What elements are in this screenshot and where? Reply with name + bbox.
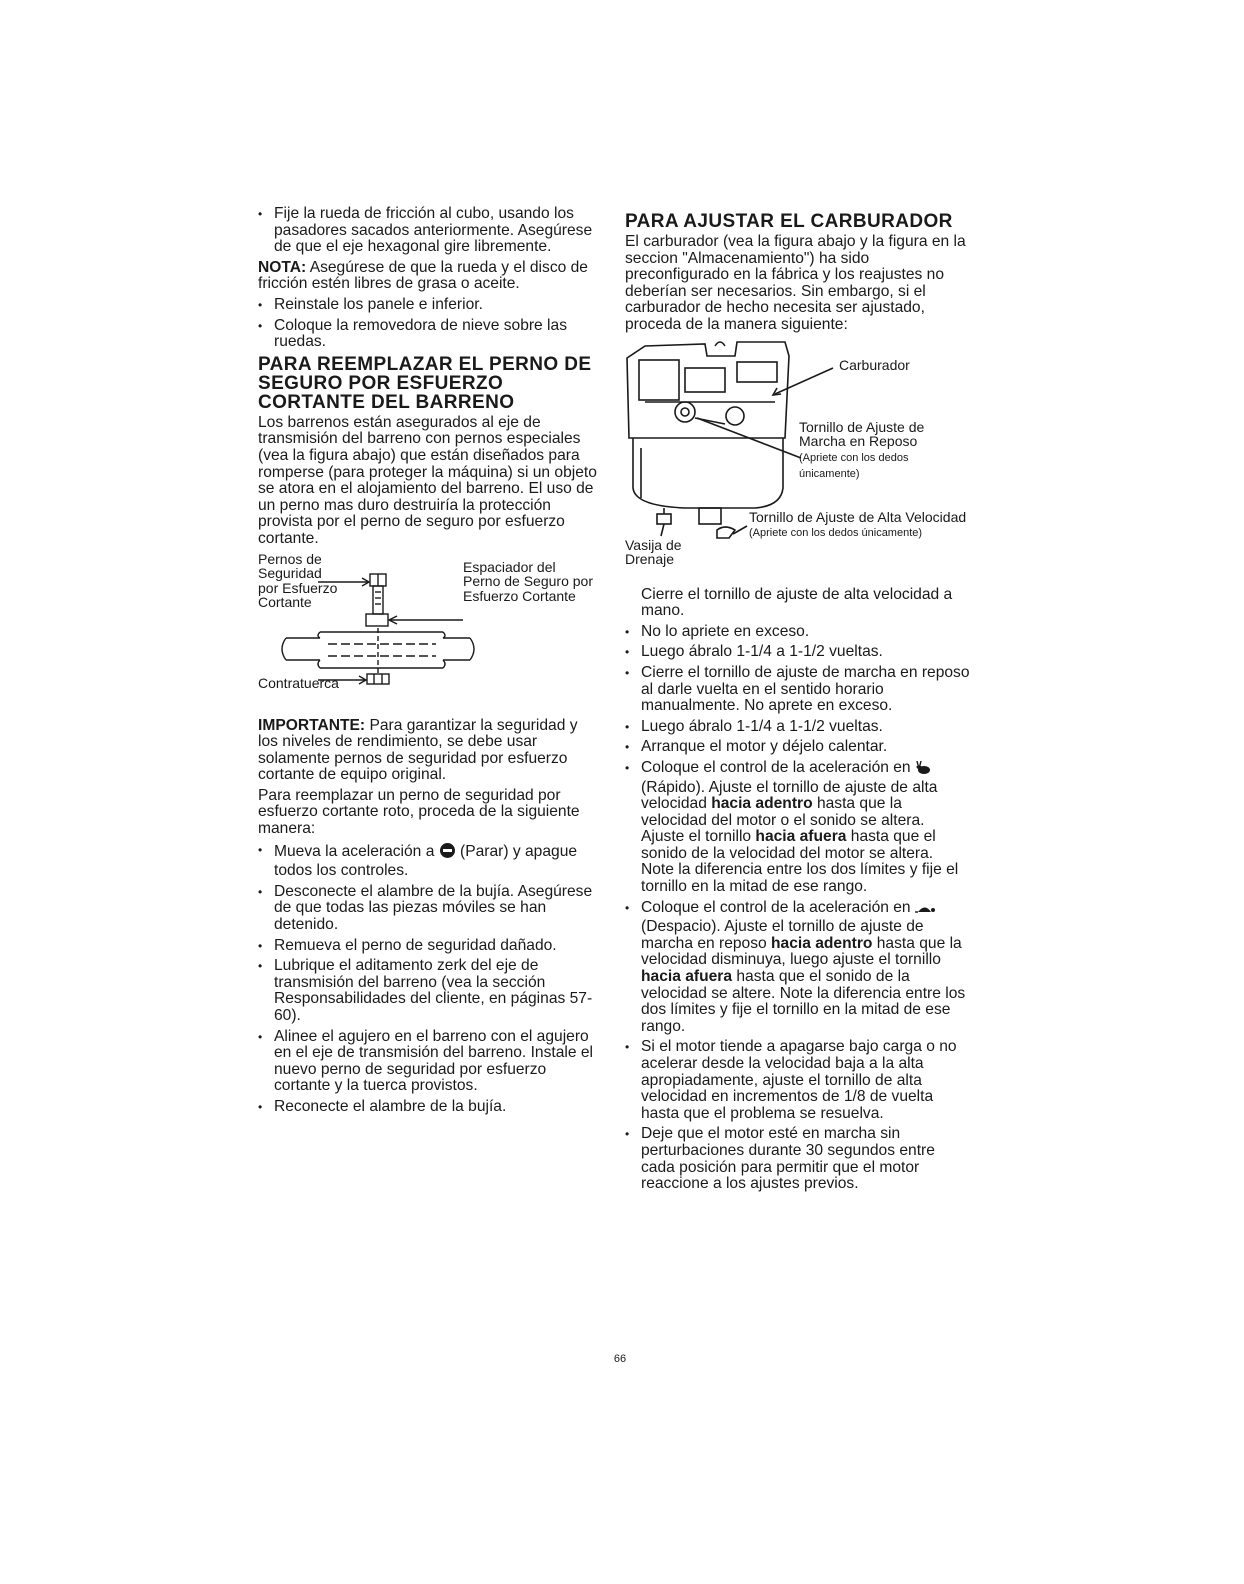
list-item: • Deje que el motor esté en marcha sin perturbaciones durante 30 segundos entre cada posición para permitir que el motor reaccione a los ajustes previos. (625, 1126, 970, 1192)
label-espaciador: Espaciador del Perno de Seguro por Esfuerzo Cortante (463, 558, 593, 604)
shear-bolt-drawing (258, 552, 598, 702)
high-screw-name: Tornillo de Ajuste de Alta Velocidad (749, 508, 967, 525)
slow-text-3: hasta que la velocidad disminuya, luego ajuste el tornillo (641, 934, 962, 969)
label-idle-screw (799, 420, 959, 482)
intro-bullet-list (258, 206, 598, 256)
page-number: 66 (613, 1353, 627, 1365)
label-carburador: Carburador (839, 356, 910, 373)
idle-screw-name: Tornillo de Ajuste de Marcha en Reposo (799, 418, 925, 450)
close-screw-text: Cierre el tornillo de ajuste de alta velocidad a mano. (641, 585, 953, 620)
fast-bold-2: hacia afuera (755, 828, 847, 846)
list-item-slow (625, 900, 970, 1036)
step1-text-b: (Parar) y apague todos los controles. (274, 842, 578, 880)
importante-text: Para garantizar la seguridad y los niveles de rendimiento, se debe usar solamente pernos de seguridad por esfuerzo cortante de equipo original. (258, 716, 578, 784)
list-item: • Lubrique el aditamento zerk del eje de transmisión del barreno (vea la sección Responsabilidades del cliente, en páginas 57-60). (258, 958, 598, 1024)
turtle-slow-icon (915, 903, 935, 920)
step1-text-a: Mueva la aceleración a (274, 842, 439, 860)
carburetor-figure (625, 338, 970, 583)
slow-bold-2: hacia afuera (641, 968, 733, 986)
list-item: • Arranque el motor y déjelo calentar. (625, 739, 970, 756)
list-item: • Cierre el tornillo de ajuste de marcha en reposo al darle vuelta en el sentido horario manualmente. No aprete en exceso. (625, 665, 970, 715)
label-contratuerca: Contratuerca (258, 674, 339, 691)
replace-steps-list (258, 842, 598, 1116)
slow-bold-1: hacia adentro (771, 934, 873, 952)
label-pernos: Pernos de Seguridad por Esfuerzo Cortante (258, 550, 338, 610)
list-item: • Remueva el perno de seguridad dañado. (258, 938, 598, 955)
fast-bold-1: hacia adentro (711, 795, 813, 813)
slow-text-1: Coloque el control de la aceleración en (641, 898, 915, 916)
high-screw-note: (Apriete con los dedos únicamente) (749, 527, 923, 540)
nota-text: Asegúrese de que la rueda y el disco de fricción estén libres de grasa o aceite. (258, 258, 588, 293)
fast-text-1: Coloque el control de la aceleración en (641, 758, 915, 776)
carb-steps-list-a (625, 624, 970, 1193)
bullet-list-2 (258, 297, 598, 351)
right-column (625, 206, 970, 1197)
fast-text-3: hasta que la velocidad del motor o el sonido se altera. Ajuste el tornillo (641, 795, 925, 846)
list-item: • No lo apriete en exceso. (625, 624, 970, 641)
list-item: • Reconecte el alambre de la bujía. (258, 1099, 598, 1116)
section-heading-shear-bolt: PARA REEMPLAZAR EL PERNO DE SEGURO POR ESFUERZO CORTANTE DEL BARRENO (258, 353, 592, 413)
fast-text-2: (Rápido). Ajuste el tornillo de ajuste de alta velocidad (641, 778, 938, 813)
list-item-fast (625, 760, 970, 896)
shear-bolt-figure (258, 552, 598, 702)
shear-bolt-intro: Los barrenos están asegurados al eje de transmisión del barreno con pernos especiales (vea la figura abajo) que están diseñados para romperse (para proteger la máquina) si un objeto se atora en el alojamiento del barreno. El uso de un perno mas duro destruiría la protección provista por el perno de seguro por esfuerzo cortante. (258, 413, 597, 547)
left-column (258, 206, 598, 1120)
importante-label: IMPORTANTE: (258, 716, 366, 734)
list-item: • Alinee el agujero en el barreno con el agujero en el eje de transmisión del barreno. Instale el nuevo perno de seguridad por esfuerzo cortante y la tuerca provistos. (258, 1029, 598, 1095)
importante-paragraph (258, 718, 598, 784)
nota-label: NOTA: (258, 258, 307, 276)
label-vasija: Vasija de Drenaje (625, 536, 682, 568)
replace-intro: Para reemplazar un perno de seguridad por esfuerzo cortante roto, proceda de la siguiente manera: (258, 786, 580, 838)
label-high-speed-screw (749, 510, 969, 541)
list-item: • Si el motor tiende a apagarse bajo carga o no acelerar desde la velocidad baja a la alta apropiadamente, ajuste el tornillo de alta velocidad en incrementos de 1/8 de vuelta hasta que el problema se resuelva. (625, 1039, 970, 1122)
slow-text-2: (Despacio). Ajuste el tornillo de ajuste de marcha en reposo (641, 918, 924, 952)
idle-screw-note: (Apriete con los dedos únicamente) (799, 451, 909, 481)
section-heading-carburetor: PARA AJUSTAR EL CARBURADOR (625, 211, 953, 232)
list-item: • Fije la rueda de fricción al cubo, usando los pasadores sacados anteriormente. Asegúrese de que el eje hexagonal gire libremente. (258, 206, 598, 256)
list-item: • Desconecte el alambre de la bujía. Asegúrese de que todas las piezas móviles se han detenido. (258, 884, 598, 934)
list-item: • Reinstale los panele e inferior. (258, 297, 598, 314)
carburetor-intro: El carburador (vea la figura abajo y la figura en la seccion "Almacenamiento") ha sido preconfigurado en la fábrica y los reajustes no deberían ser necesarios. Sin embargo, si el carburador de hecho necesita ser ajustado, proceda de la manera siguiente: (625, 233, 966, 333)
list-item: • Luego ábralo 1-1/4 a 1-1/2 vueltas. (625, 644, 970, 661)
stop-throttle-icon (439, 842, 456, 864)
rabbit-fast-icon (915, 761, 931, 780)
slow-text-4: hasta que el sonido de la velocidad se altere. Note la diferencia entre los dos límites y fije el tornillo en la mitad de ese rango. (641, 968, 966, 1035)
list-item (258, 842, 598, 880)
nota-paragraph (258, 260, 598, 293)
list-item: • Coloque la removedora de nieve sobre las ruedas. (258, 318, 598, 351)
fast-text-4: hasta que el sonido de la velocidad del motor se altera. Note la diferencia entre los dos límites y fije el tornillo en la mitad de ese rango. (641, 828, 959, 896)
list-item: • Luego ábralo 1-1/4 a 1-1/2 vueltas. (625, 719, 970, 736)
